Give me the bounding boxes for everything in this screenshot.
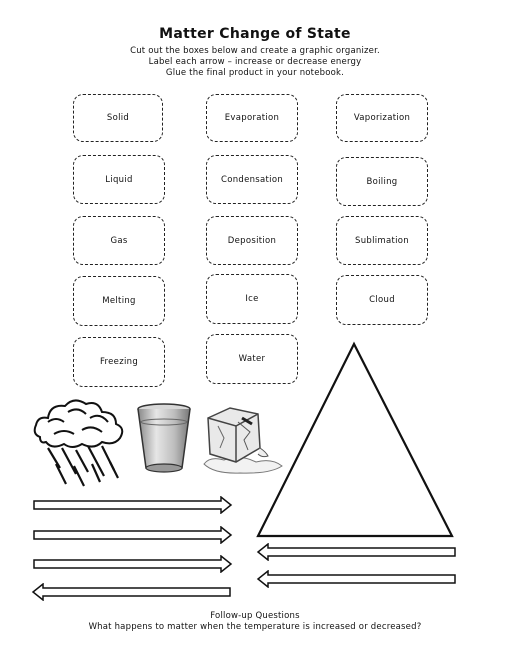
phase-triangle — [255, 340, 455, 540]
card-cloud[interactable]: Cloud — [336, 275, 428, 325]
card-ice[interactable]: Ice — [206, 274, 298, 324]
card-solid[interactable]: Solid — [73, 94, 163, 142]
left-arrow-2[interactable] — [256, 543, 456, 561]
card-sublimation[interactable]: Sublimation — [336, 216, 428, 265]
instruction-line-3: Glue the final product in your notebook. — [165, 68, 345, 78]
right-arrow-2[interactable] — [33, 526, 233, 544]
card-condensation[interactable]: Condensation — [206, 155, 298, 204]
right-arrow-3[interactable] — [33, 555, 233, 573]
left-arrow-3[interactable] — [256, 570, 456, 588]
card-evaporation[interactable]: Evaporation — [206, 94, 298, 142]
card-water[interactable]: Water — [206, 334, 298, 384]
instruction-line-2: Label each arrow – increase or decrease energy — [148, 57, 362, 67]
card-vaporization[interactable]: Vaporization — [336, 94, 428, 142]
worksheet-title: Matter Change of State — [159, 26, 351, 42]
card-melting[interactable]: Melting — [73, 276, 165, 326]
card-boiling[interactable]: Boiling — [336, 157, 428, 206]
rain-cloud-icon — [30, 392, 130, 492]
card-deposition[interactable]: Deposition — [206, 216, 298, 265]
water-glass-icon — [134, 402, 194, 476]
instruction-line-1: Cut out the boxes below and create a graphic organizer. — [130, 46, 380, 56]
left-arrow-1[interactable] — [31, 583, 231, 601]
card-gas[interactable]: Gas — [73, 216, 165, 265]
card-freezing[interactable]: Freezing — [73, 337, 165, 387]
right-arrow-1[interactable] — [33, 496, 233, 514]
follow-up-heading: Follow-up Questions — [210, 611, 300, 621]
card-liquid[interactable]: Liquid — [73, 155, 165, 204]
follow-up-question: What happens to matter when the temperature is increased or decreased? — [88, 622, 422, 632]
